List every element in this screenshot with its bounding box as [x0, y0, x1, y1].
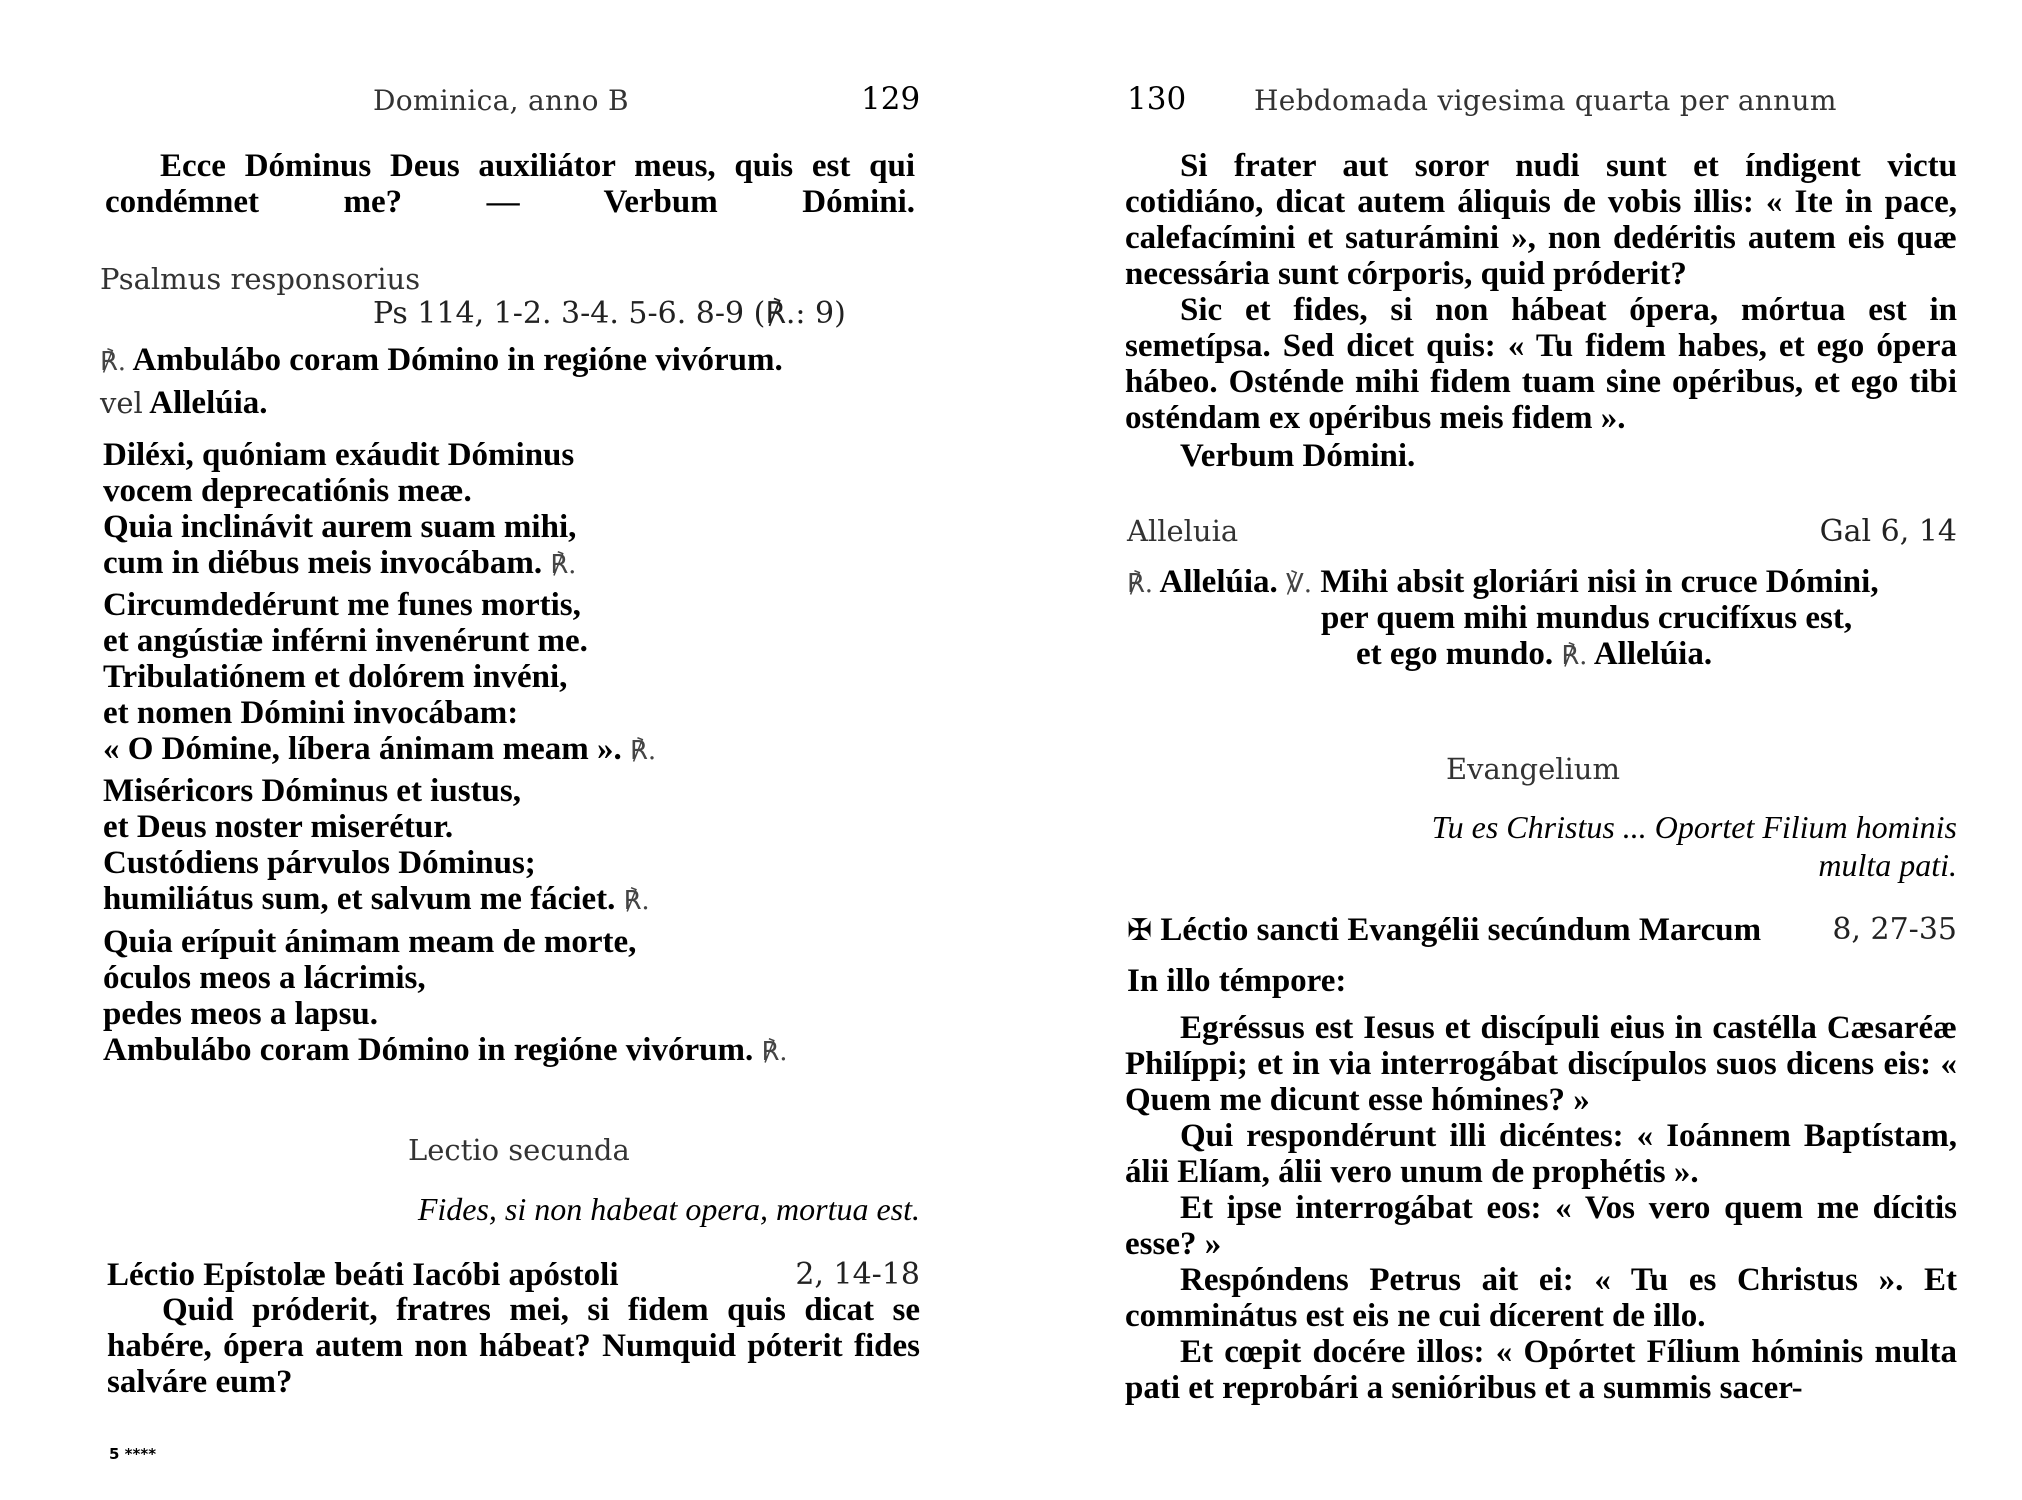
gospel-paragraph: Et cœpit docére illos: « Opórtet Fílium hóminis multa pati et reprobári a senióribus et a summis sacer- [1125, 1334, 1957, 1406]
psalm-line: Custódiens párvulos Dóminus; [103, 845, 536, 881]
alleluia-verse-line-2: per quem mihi mundus crucifíxus est, [1321, 600, 1853, 636]
psalm-line-with-response: humiliátus sum, et salvum me fáciet. ℟. [103, 881, 650, 917]
psalm-line: Diléxi, quóniam exáudit Dóminus [103, 437, 575, 473]
psalm-line: óculos meos a lácrimis, [103, 960, 426, 996]
psalm-stanza-2 [103, 587, 656, 769]
response-text: Ambulábo coram Dómino in regióne vivórum. [132, 342, 783, 378]
psalm-line: Tribulatiónem et dolórem invéni, [103, 659, 568, 695]
psalm-line-with-response: Ambulábo coram Dómino in regióne vivórum. ℟. [103, 1032, 788, 1068]
cross-icon: ✠ [1127, 914, 1153, 947]
alleluia-reference: Gal 6, 14 [1819, 514, 1957, 549]
gospel-paragraph: Egréssus est Iesus et discípuli eius in castélla Cæsaréæ Philíppi; et in via interrogábat discípulos suos dicens eis: « Quem me dicunt esse hómines? » [1125, 1010, 1957, 1118]
epistle-title-row [107, 1257, 920, 1293]
psalm-reference: Ps 114, 1-2. 3-4. 5-6. 8-9 (℟.: 9) [373, 296, 846, 331]
psalm-heading: Psalmus responsorius [100, 262, 421, 296]
right-page [1011, 0, 2022, 1500]
response-symbol: ℟. [100, 347, 127, 377]
psalm-line: vocem deprecatiónis meæ. [103, 473, 472, 509]
alleluia-verse-line-1: ℟. Allelúia. ℣. Mihi absit gloriári nisi in cruce Dómini, [1127, 564, 1879, 600]
psalm-line: Quia inclinávit aurem suam mihi, [103, 509, 577, 545]
psalm-response [100, 342, 783, 380]
gospel-intro: In illo témpore: [1127, 963, 1347, 999]
epistle-text: Quid próderit, fratres mei, si fidem quis dicat se habére, ópera autem non hábeat? Numquid póterit fides salváre eum? [107, 1292, 920, 1400]
psalm-stanza-4 [103, 924, 788, 1070]
psalm-line: et Deus noster miserétur. [103, 809, 454, 845]
second-reading-summary: Fides, si non habeat opera, mortua est. [417, 1191, 920, 1227]
epistle-continuation-1: Si frater aut soror nudi sunt et índigent victu cotidiáno, dicat autem áliquis de vobis illis: « Ite in pace, calefacímini et saturámini », non dedéritis autem eis quæ necessária sunt córporis, quid próderit? [1125, 148, 1957, 292]
epistle-continuation-2: Sic et fides, si non hábeat ópera, mórtua est in semetípsa. Sed dicet quis: « Tu fidem habes, et ego ópera hábeo. Osténde mihi fidem tuam sine opéribus, et ego tibi osténdam ex opéribus meis fidem ». [1125, 292, 1957, 436]
gospel-heading: Evangelium [1446, 752, 1620, 786]
epistle-title: Léctio Epístolæ beáti Iacóbi apóstoli [107, 1257, 619, 1293]
page-number: 129 [861, 81, 921, 117]
vel-word: vel [100, 386, 143, 420]
gospel-title: Léctio sancti Evangélii secúndum Marcum [1160, 912, 1762, 948]
alleluia-heading: Alleluia [1127, 514, 1239, 548]
gospel-paragraph: Et ipse interrogábat eos: « Vos vero quem me dícitis esse? » [1125, 1190, 1957, 1262]
alleluia-verse-line-3: et ego mundo. ℟. Allelúia. [1356, 636, 1713, 672]
gospel-summary: Tu es Christus ... Oportet Filium hominis multa pati. [1431, 809, 1957, 883]
running-head: Hebdomada vigesima quarta per annum [1254, 84, 1837, 117]
psalm-line: et nomen Dómini invocábam: [103, 695, 519, 731]
psalm-line-with-response: cum in diébus meis invocábam. ℟. [103, 545, 577, 581]
psalm-line: et angústiæ inférni invenérunt me. [103, 623, 588, 659]
gospel-title-row [1127, 912, 1957, 949]
signature-mark: 5 **** [109, 1445, 157, 1463]
gospel-paragraph: Qui respondérunt illi dicéntes: « Ioánnem Baptístam, álii Elíam, álii vero unum de prophétis ». [1125, 1118, 1957, 1190]
psalm-line: pedes meos a lapsu. [103, 996, 379, 1032]
psalm-line-with-response: « O Dómine, líbera ánimam meam ». ℟. [103, 731, 657, 767]
alleluia-alt: Allelúia. [149, 385, 268, 421]
vel-alleluia [100, 385, 268, 421]
opening-text: Ecce Dóminus Deus auxiliátor meus, quis est qui condémnet me? — Verbum Dómini. [105, 148, 915, 220]
gospel-paragraph: Respóndens Petrus ait ei: « Tu es Christus ». Et comminátus est eis ne cui dícerent de illo. [1125, 1262, 1957, 1334]
psalm-stanza-3 [103, 773, 650, 919]
gospel-reference: 8, 27-35 [1832, 912, 1957, 947]
psalm-stanza-1 [103, 437, 576, 583]
alleluia-heading-row [1127, 514, 1957, 549]
page-number: 130 [1127, 81, 1187, 117]
psalm-line: Miséricors Dóminus et iustus, [103, 773, 521, 809]
gospel-body [1125, 1010, 1957, 1406]
running-head: Dominica, anno B [373, 84, 629, 117]
second-reading-heading: Lectio secunda [408, 1133, 630, 1167]
epistle-reference: 2, 14-18 [795, 1257, 920, 1292]
psalm-line: Quia erípuit ánimam meam de morte, [103, 924, 637, 960]
psalm-line: Circumdedérunt me funes mortis, [103, 587, 581, 623]
verbum-domini: Verbum Dómini. [1180, 438, 1416, 474]
